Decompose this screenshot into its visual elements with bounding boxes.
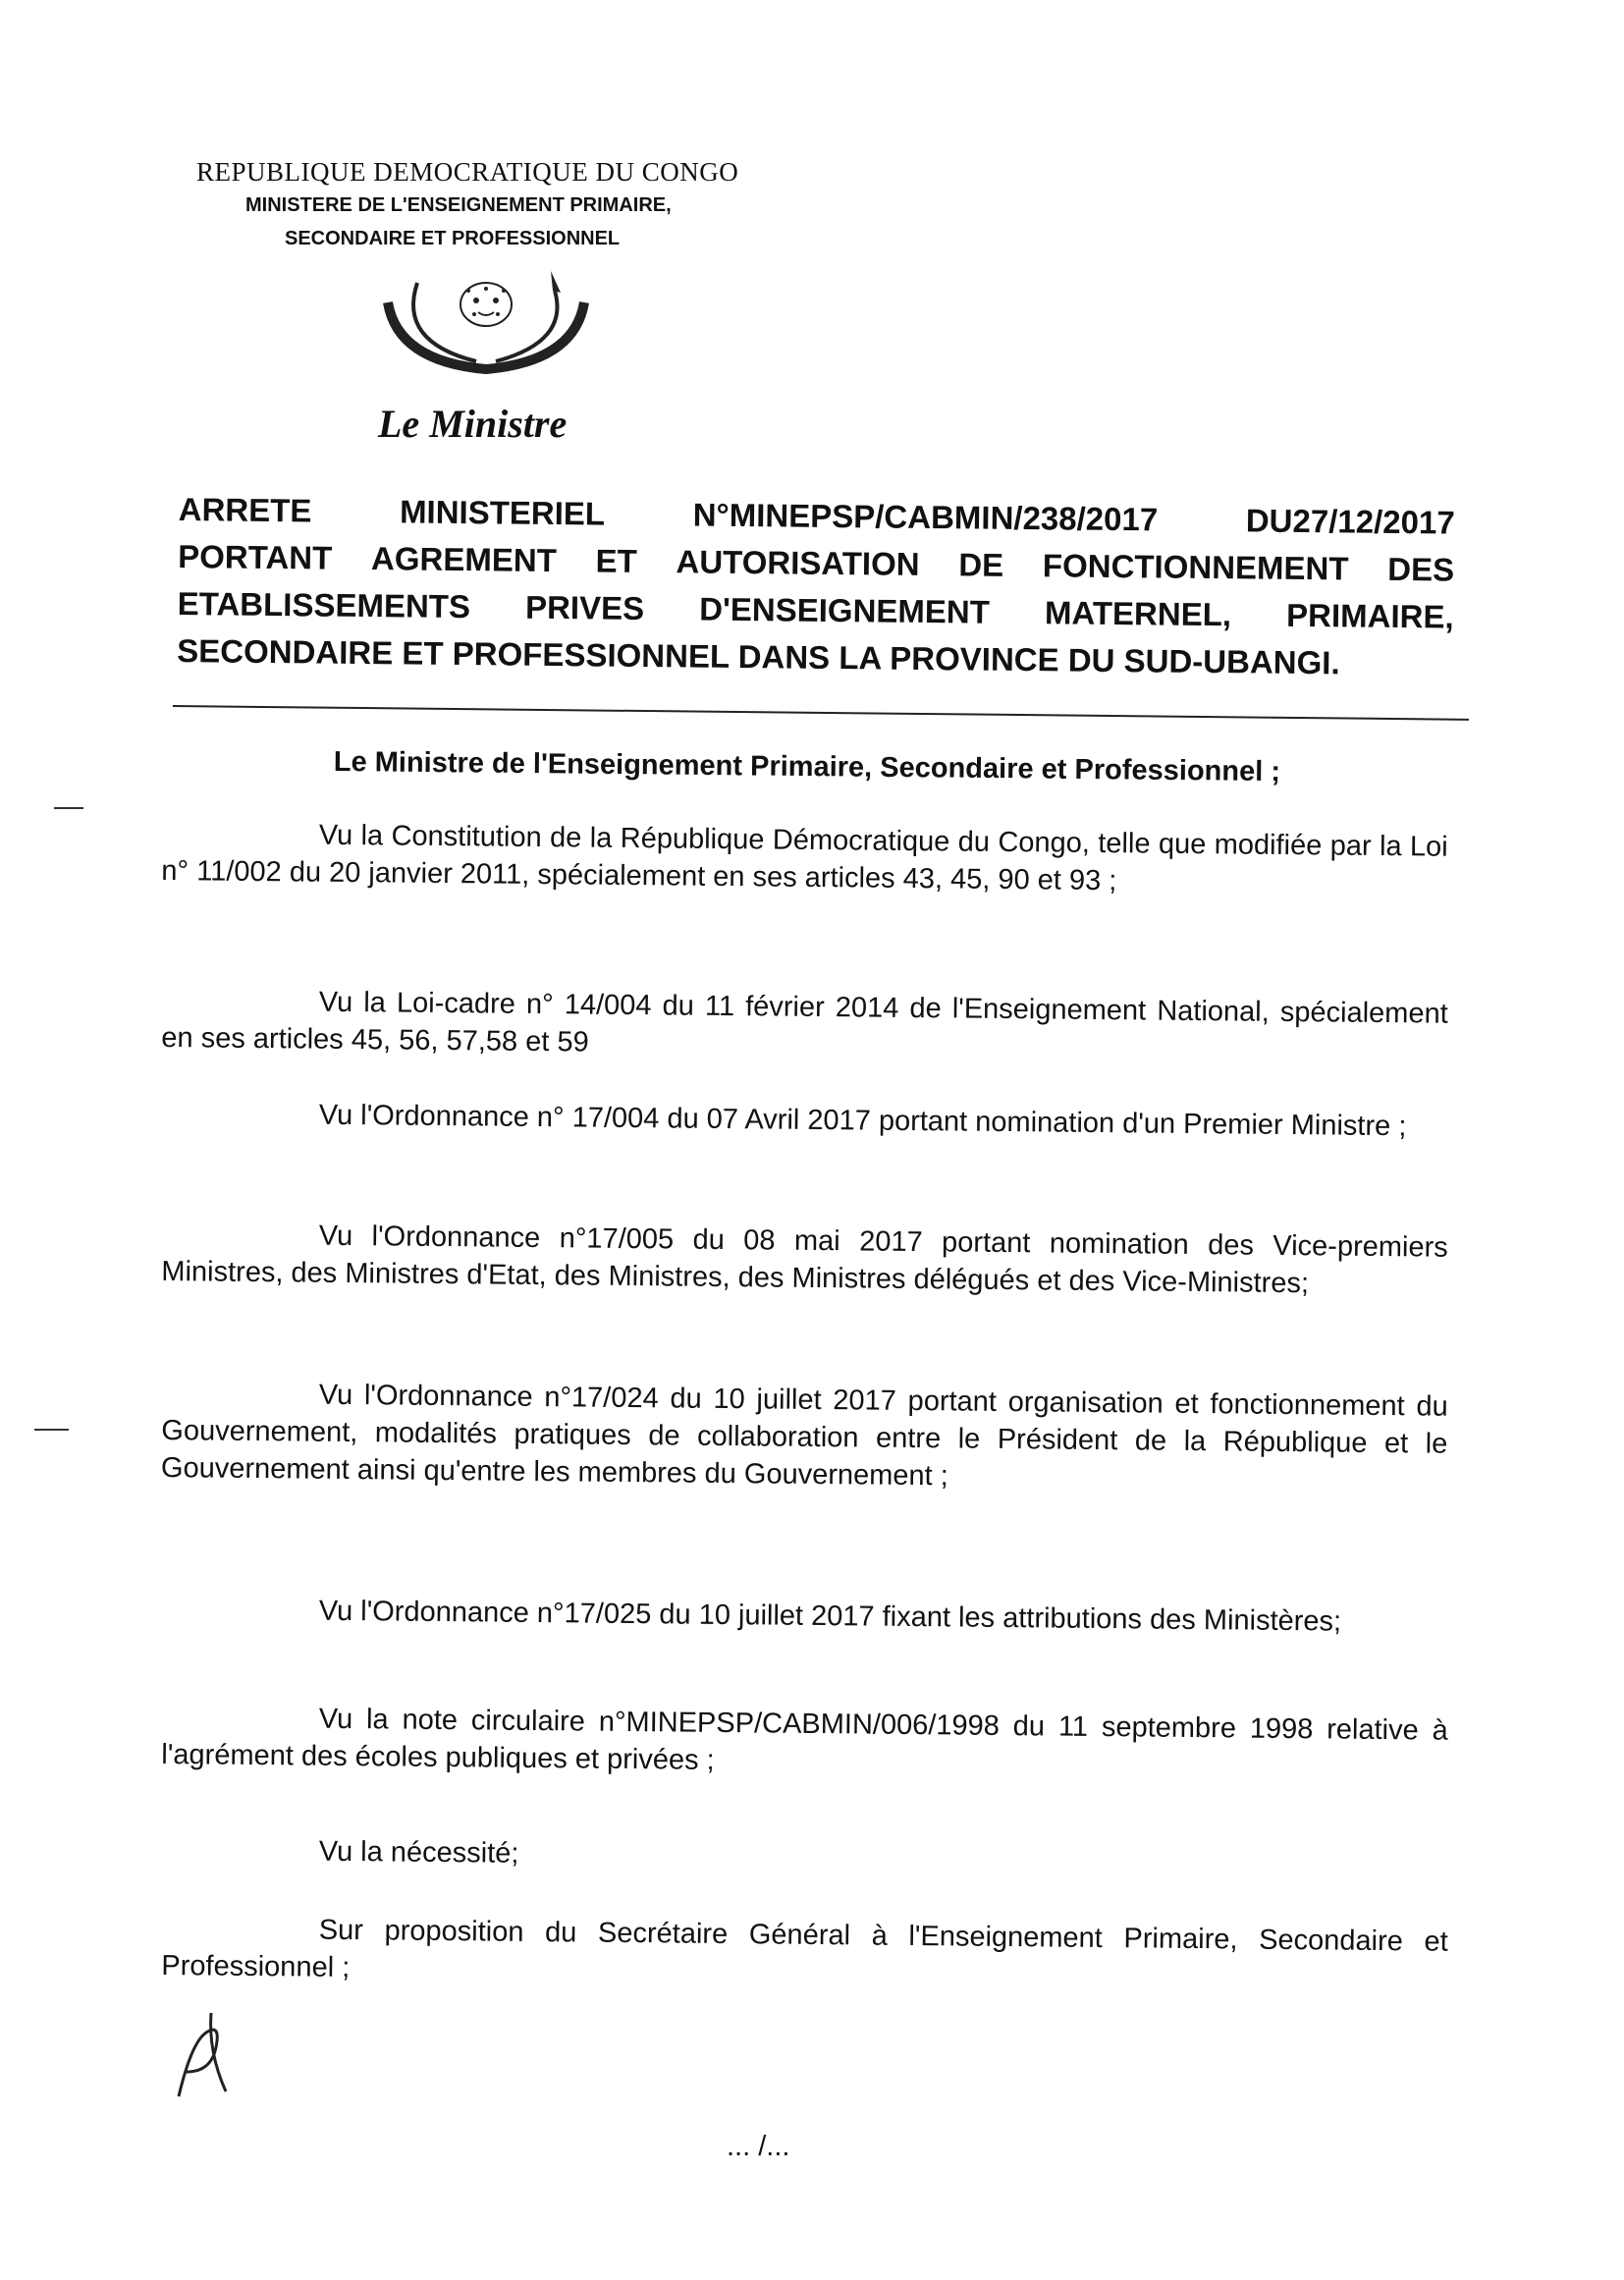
title-word: ET [595,542,637,579]
title-word: ETABLISSEMENTS [177,584,471,625]
header-ministry-line2: SECONDAIRE ET PROFESSIONNEL [285,228,621,249]
title-word: AGREMENT [370,540,558,579]
title-word: PRIMAIRE, [1285,596,1454,635]
title-word: DE [958,546,1004,583]
clause-text: Vu la Loi-cadre n° 14/004 du 11 février 2014 de l'Enseignement National, spécialement en ses articles 45, 56, 57,58 et 59 [161,986,1448,1059]
clause-necessite [162,1831,1448,1882]
title-word: FONCTIONNEMENT [1042,547,1349,587]
title-word: MINISTERIEL [399,493,606,532]
decree-date: DU27/12/2017 [1245,502,1455,541]
clause-ordonnance-17-005 [161,1216,1448,1304]
title-text: SECONDAIRE ET PROFESSIONNEL DANS LA PROVINCE DU SUD-UBANGI. [177,631,1340,681]
decree-title [177,486,1455,688]
header-republic: REPUBLIQUE DEMOCRATIQUE DU CONGO [196,157,739,187]
title-word: PRIVES [524,588,645,626]
national-emblem-icon [358,263,614,376]
clause-text: Vu la nécessité; [318,1835,519,1870]
clause-ordonnance-17-024 [161,1375,1448,1500]
header-ministry-line1: MINISTERE DE L'ENSEIGNEMENT PRIMAIRE, [245,194,672,216]
decree-number: N°MINEPSP/CABMIN/238/2017 [692,496,1159,538]
scan-mark [34,1429,69,1431]
title-word: D'ENSEIGNEMENT [699,590,991,630]
clause-constitution [161,815,1448,903]
intro-line: Le Ministre de l'Enseignement Primaire, Secondaire et Professionnel ; [333,746,1281,788]
title-word: MATERNEL, [1044,594,1232,633]
handwritten-initial-icon [167,2003,245,2101]
scan-mark [54,807,83,809]
title-word: ARRETE [178,490,312,529]
clause-text: Vu l'Ordonnance n°17/025 du 10 juillet 2017 fixant les attributions des Ministères; [318,1595,1342,1638]
clause-loi-cadre [161,982,1448,1070]
title-word: AUTORISATION [676,543,920,582]
clause-text: Vu l'Ordonnance n°17/024 du 10 juillet 2017 portant organisation et fonctionnement du Gouvernement, modalités pratiques de collaboration entre le Président de la République et le Gouvernement ainsi qu'entre les membres du Gouvernement ; [160,1379,1448,1493]
clause-text: Vu l'Ordonnance n° 17/004 du 07 Avril 2017 portant nomination d'un Premier Ministre ; [318,1099,1407,1143]
clause-ordonnance-17-025 [162,1591,1448,1642]
clause-text: Sur proposition du Secrétaire Général à l'Enseignement Primaire, Secondaire et Professionnel ; [161,1914,1448,1984]
signature-title: Le Ministre [378,402,568,446]
page-continuation: ... /... [727,2131,790,2162]
title-word: PORTANT [178,537,333,576]
clause-proposition [161,1910,1448,1998]
clause-note-circulaire [161,1699,1448,1787]
clause-ordonnance-17-004 [162,1095,1448,1146]
clause-text: Vu l'Ordonnance n°17/005 du 08 mai 2017 portant nomination des Vice-premiers Ministres, des Ministres d'Etat, des Ministres, des Ministres délégués et des Vice-Ministres; [161,1220,1448,1300]
title-underline [173,705,1469,721]
clause-text: Vu la Constitution de la République Démocratique du Congo, telle que modifiée par la Loi n° 11/002 du 20 janvier 2011, spécialement en ses articles 43, 45, 90 et 93 ; [161,819,1448,897]
title-word: DES [1387,550,1455,588]
clause-text: Vu la note circulaire n°MINEPSP/CABMIN/006/1998 du 11 septembre 1998 relative à l'agrément des écoles publiques et privées ; [161,1703,1448,1776]
